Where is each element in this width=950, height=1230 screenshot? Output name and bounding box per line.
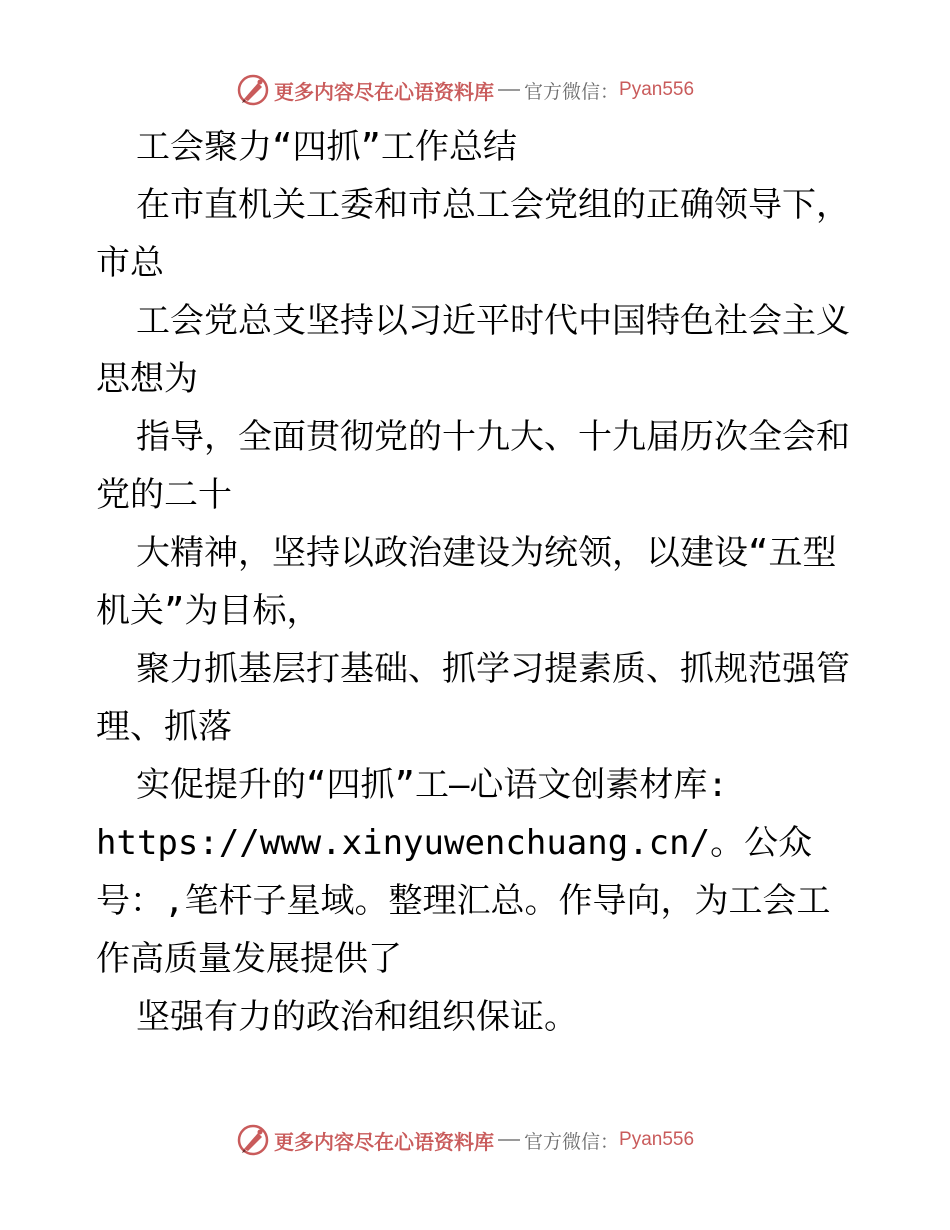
document-body xyxy=(96,118,854,1046)
footer-watermark xyxy=(236,1122,694,1158)
watermark-brand-text: 更多内容尽在心语资料库 xyxy=(274,79,494,104)
paragraph-line: 大精神，坚持以政治建设为统领，以建设“五型机关”为目标， xyxy=(96,533,837,631)
paragraph-line: 实促提升的“四抓”工—心语文创素材库: xyxy=(136,765,728,805)
pen-logo-icon xyxy=(236,73,270,107)
pen-logo-icon xyxy=(236,1123,270,1157)
watermark-wechat-label: 官方微信： xyxy=(524,80,620,103)
paragraph-line: 坚强有力的政治和组织保证。 xyxy=(136,997,578,1037)
header-watermark xyxy=(236,72,694,108)
watermark-wechat-id: Pyan556 xyxy=(619,1129,695,1150)
watermark-brand-text: 更多内容尽在心语资料库 xyxy=(274,1129,494,1154)
paragraph-line: 聚力抓基层打基础、抓学习提素质、抓规范强管理、抓落 xyxy=(96,649,850,747)
document-title: 工会聚力“四抓”工作总结 xyxy=(136,127,517,167)
paragraph-line: 在市直机关工委和市总工会党组的正确领导下，市总 xyxy=(96,185,850,283)
watermark-wechat-label: 官方微信： xyxy=(524,1130,620,1153)
paragraph-line: 指导，全面贯彻党的十九大、十九届历次全会和党的二十 xyxy=(96,417,850,515)
watermark-divider xyxy=(498,1139,520,1141)
paragraph-line: 工会党总支坚持以习近平时代中国特色社会主义思想为 xyxy=(96,301,850,399)
watermark-divider xyxy=(498,89,520,91)
paragraph-line-url: https://www.xinyuwenchuang.cn/。公众号：,笔杆子星域。整理汇总。作导向，为工会工作高质量发展提供了 xyxy=(96,823,831,979)
watermark-wechat-id: Pyan556 xyxy=(619,79,695,100)
